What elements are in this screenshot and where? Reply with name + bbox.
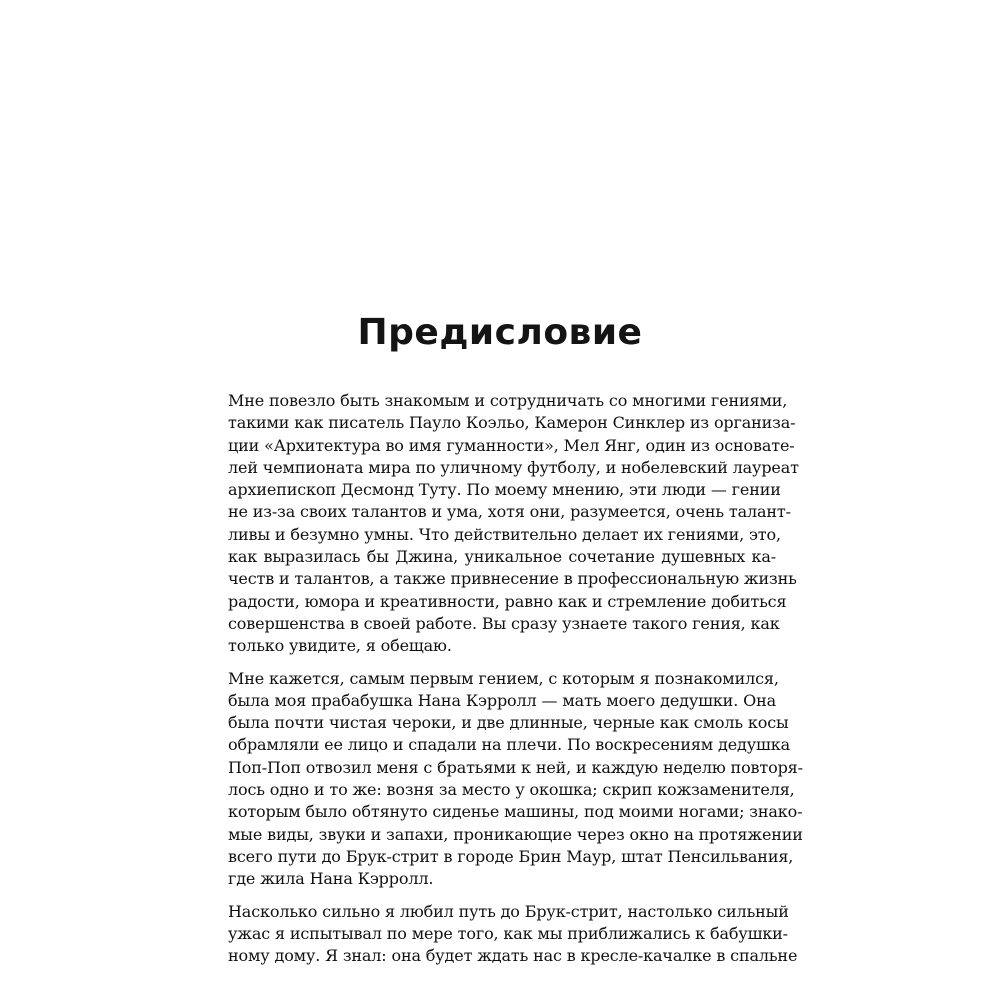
text-line: Поп-Поп отвозил меня с братьями к ней, и каждую неделю повторя- — [228, 757, 803, 777]
text-line: ужас я испытывал по мере того, как мы приближались к бабушки- — [228, 923, 788, 943]
paragraph — [228, 901, 798, 968]
text-line: такими как писатель Пауло Коэльо, Камерон Синклер из организа- — [228, 413, 796, 433]
paragraph — [228, 668, 803, 891]
text-line: ному дому. Я знал: она будет ждать нас в кресле-качалке в спальне — [228, 946, 798, 966]
text-line: ливы и безумно умны. Что действительно делает их гениями, это, — [228, 524, 781, 544]
text-line: архиепископ Десмонд Туту. По моему мнению, эти люди — гении — [228, 480, 781, 500]
chapter-title: Предисловие — [357, 312, 643, 353]
text-line: совершенства в своей работе. Вы сразу узнаете такого гения, как — [228, 613, 780, 633]
paragraph — [228, 390, 799, 658]
text-line: где жила Нана Кэрролл. — [228, 869, 434, 889]
text-line: радости, юмора и креативности, равно как и стремление добиться — [228, 591, 787, 611]
text-line: Мне повезло быть знакомым и сотрудничать со многими гениями, — [228, 391, 788, 410]
text-line: лей чемпионата мира по уличному футболу, и нобелевский лауреат — [228, 457, 799, 477]
text-line: была моя прабабушка Нана Кэрролл — мать моего дедушки. Она — [228, 690, 776, 710]
body-text — [228, 390, 803, 977]
text-line: лось одно и то же: возня за место у окошка; скрип кожзаменителя, — [228, 780, 795, 800]
text-line: мые виды, звуки и запахи, проникающие через окно на протяжении — [228, 824, 803, 844]
text-line: всего пути до Брук-стрит в городе Брин Маур, штат Пенсильвания, — [228, 846, 794, 866]
text-line: обрамляли ее лицо и спадали на плечи. По воскресениям дедушка — [228, 735, 790, 755]
text-line: только увидите, я обещаю. — [228, 636, 452, 656]
text-line: не из-за своих талантов и ума, хотя они, разумеется, очень талант- — [228, 502, 791, 522]
text-line: Насколько сильно я любил путь до Брук-стрит, настолько сильный — [228, 901, 789, 921]
text-line: как выразилась бы Джина, уникальное сочетание душевных ка- — [228, 547, 776, 567]
text-line: была почти чистая чероки, и две длинные, черные как смоль косы — [228, 713, 789, 733]
text-line: ции «Архитектура во имя гуманности», Мел Янг, один из основате- — [228, 435, 795, 455]
text-line: Мне кажется, самым первым гением, с которым я познакомился, — [228, 668, 779, 688]
text-line: честв и талантов, а также привнесение в профессиональную жизнь — [228, 569, 797, 589]
text-line: которым было обтянуто сиденье машины, под моими ногами; знако- — [228, 802, 803, 822]
